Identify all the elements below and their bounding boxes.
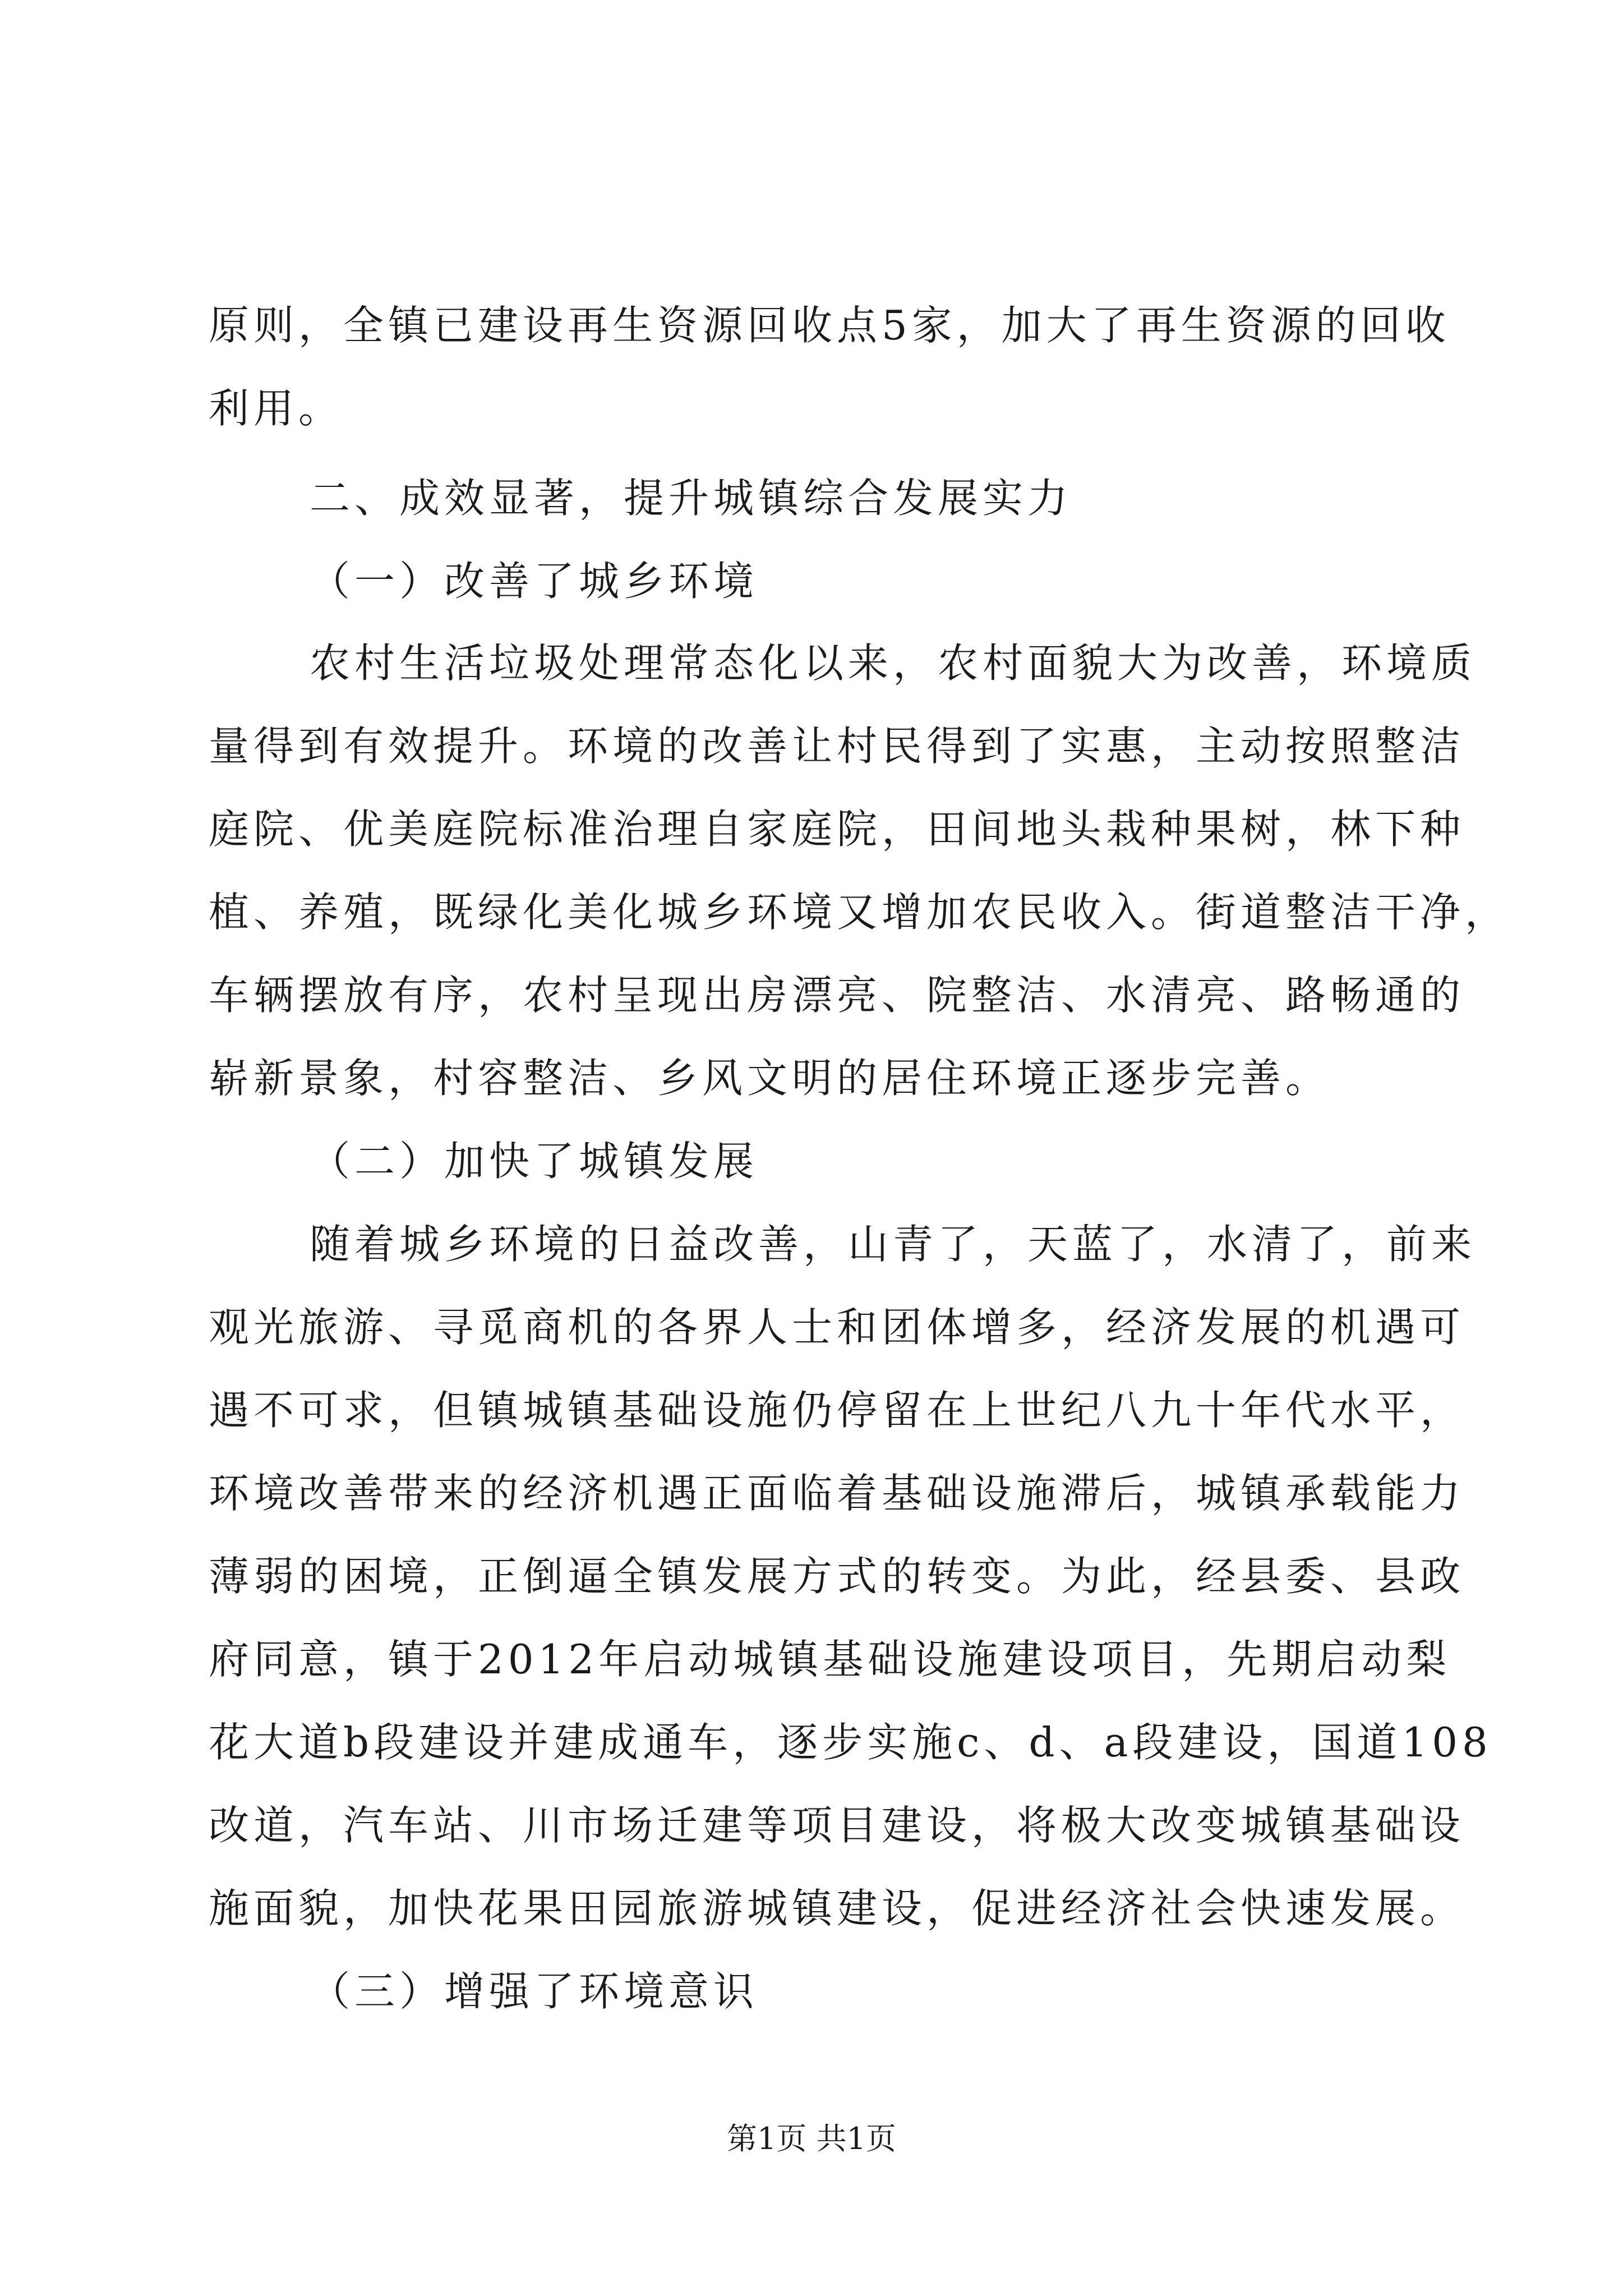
text-line: 观光旅游、寻觅商机的各界人士和团体增多，经济发展的机遇可 (209, 1304, 1465, 1351)
text-line: 庭院、优美庭院标准治理自家庭院，田间地头栽种果树，林下种 (209, 806, 1465, 853)
text-line: 车辆摆放有序，农村呈现出房漂亮、院整洁、水清亮、路畅通的 (209, 972, 1465, 1019)
text-line: 利用。 (209, 385, 344, 432)
text-line: 量得到有效提升。环境的改善让村民得到了实惠，主动按照整洁 (209, 723, 1465, 770)
text-line: 原则，全镇已建设再生资源回收点5家，加大了再生资源的回收 (209, 302, 1450, 349)
text-line: 府同意，镇于2012年启动城镇基础设施建设项目，先期启动梨 (209, 1636, 1451, 1683)
text-line: 改道，汽车站、川市场迁建等项目建设，将极大改变城镇基础设 (209, 1802, 1465, 1849)
subsection-heading: （三）增强了环境意识 (310, 1968, 759, 2015)
paragraph-first-line: 农村生活垃圾处理常态化以来，农村面貌大为改善，环境质 (310, 639, 1477, 687)
page-number-footer: 第1页 共1页 (727, 2121, 896, 2156)
subsection-heading: （二）加快了城镇发展 (310, 1138, 759, 1185)
text-line: 花大道b段建设并建成通车，逐步实施c、d、a段建设，国道108 (209, 1719, 1492, 1766)
paragraph-first-line: 随着城乡环境的日益改善，山青了，天蓝了，水清了，前来 (310, 1221, 1477, 1268)
text-line: 植、养殖，既绿化美化城乡环境又增加农民收入。街道整洁干净， (209, 889, 1510, 936)
text-line: 薄弱的困境，正倒逼全镇发展方式的转变。为此，经县委、县政 (209, 1553, 1465, 1600)
text-line: 崭新景象，村容整洁、乡风文明的居住环境正逐步完善。 (209, 1055, 1331, 1102)
text-line: 施面貌，加快花果田园旅游城镇建设，促进经济社会快速发展。 (209, 1885, 1465, 1932)
text-line: 环境改善带来的经济机遇正面临着基础设施滞后，城镇承载能力 (209, 1470, 1465, 1517)
text-line: 遇不可求，但镇城镇基础设施仍停留在上世纪八九十年代水平， (209, 1387, 1465, 1434)
subsection-heading: （一）改善了城乡环境 (310, 558, 759, 605)
section-heading: 二、成效显著，提升城镇综合发展实力 (310, 475, 1073, 522)
